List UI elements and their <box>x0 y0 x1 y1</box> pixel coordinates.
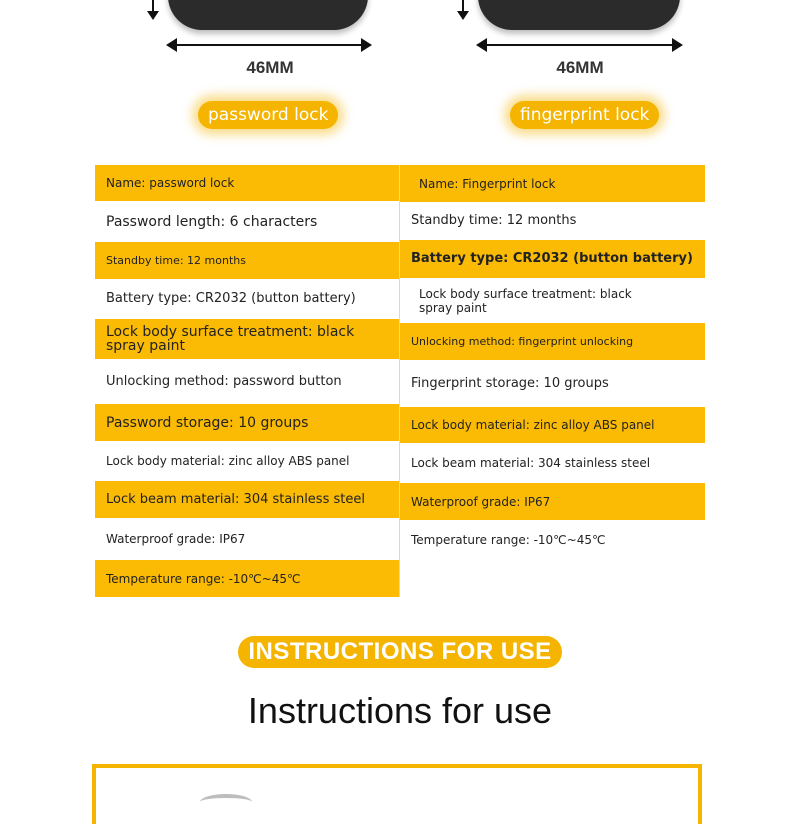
width-arrow-icon <box>168 44 370 46</box>
product-label-password: password lock <box>198 101 338 129</box>
spec-row: Battery type: CR2032 (button battery) <box>400 240 705 278</box>
spec-row: Standby time: 12 months <box>400 202 705 240</box>
spec-row: Lock body material: zinc alloy ABS panel <box>95 441 399 481</box>
spec-row: Lock beam material: 304 stainless steel <box>400 443 705 483</box>
spec-row: Unlocking method: password button <box>95 359 399 404</box>
spec-row: Lock body surface treatment: black spray paint <box>95 319 399 359</box>
spec-row: Temperature range: -10℃~45℃ <box>95 560 399 597</box>
spec-row: Standby time: 12 months <box>95 242 399 279</box>
dimension-label: 46MM <box>246 58 294 77</box>
spec-row: Name: password lock <box>95 165 399 201</box>
spec-row: Temperature range: -10℃~45℃ <box>400 520 705 560</box>
spec-row: Password storage: 10 groups <box>95 404 399 441</box>
spec-row: Lock body material: zinc alloy ABS panel <box>400 407 705 443</box>
spec-row: Password length: 6 characters <box>95 201 399 242</box>
spec-row: Waterproof grade: IP67 <box>400 483 705 520</box>
spec-row: Lock beam material: 304 stainless steel <box>95 481 399 518</box>
spec-row: Name: Fingerprint lock <box>400 165 705 202</box>
fingerprint-lock-specs <box>400 165 705 560</box>
width-arrow-icon <box>478 44 681 46</box>
spec-row: Lock body surface treatment: black spray paint <box>400 278 705 323</box>
product-label-fingerprint: fingerprint lock <box>510 101 659 129</box>
spec-row: Unlocking method: fingerprint unlocking <box>400 323 705 360</box>
spec-row: Waterproof grade: IP67 <box>95 518 399 560</box>
lock-shackle-icon <box>200 794 252 810</box>
instructions-frame <box>92 764 702 824</box>
dimension-label: 46MM <box>556 58 604 77</box>
spec-row: Fingerprint storage: 10 groups <box>400 360 705 407</box>
password-lock-specs <box>95 165 399 597</box>
instructions-banner: INSTRUCTIONS FOR USE <box>238 636 562 668</box>
height-arrow-icon <box>462 0 464 18</box>
instructions-title: Instructions for use <box>247 690 553 731</box>
height-arrow-icon <box>152 0 154 18</box>
spec-row: Battery type: CR2032 (button battery) <box>95 279 399 319</box>
